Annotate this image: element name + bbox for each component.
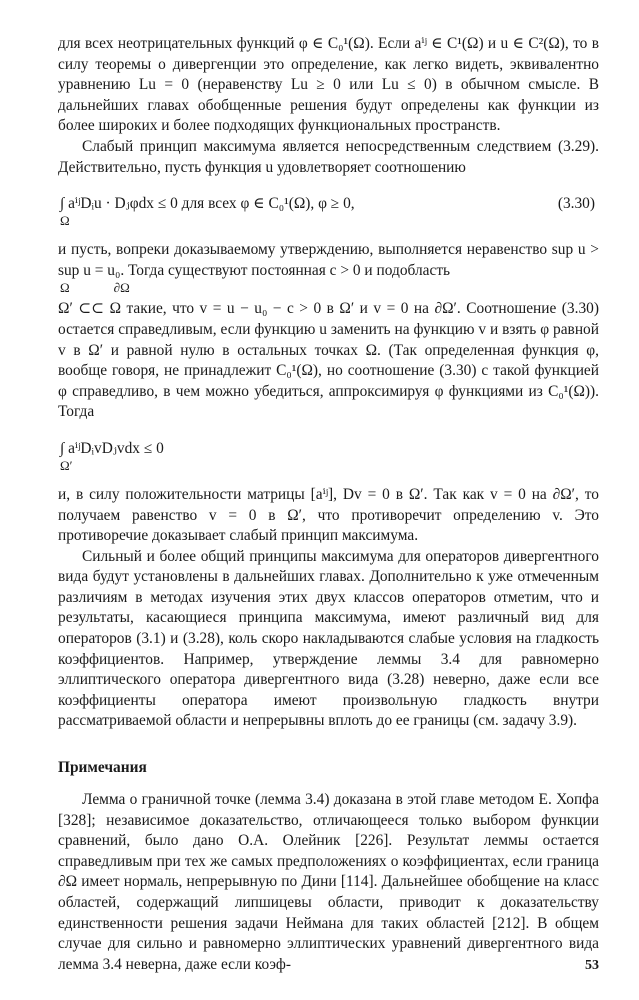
sup-limit-left: Ω [60,280,70,296]
sup-limit-right: ∂Ω [113,280,130,296]
sup-limits [60,281,599,295]
formula-3-30 [60,194,599,228]
paragraph-conclusion: и, в силу положительности матрицы [aⁱʲ], Dv = 0 в Ω′. Так как v = 0 на ∂Ω′, то получаем равенство v = 0 в Ω′, что противоречит определению v. Это противоречие доказывает слабый принцип максимума. [58,485,599,545]
formula-energy [60,439,599,473]
formula-3-30-domain: Ω [60,213,70,229]
section-heading-notes: Примечания [58,759,147,777]
formula-energy-domain: Ω′ [60,457,73,473]
formula-3-30-integral: ∫ aⁱʲDᵢu · Dⱼφdx ≤ 0 для всех φ ∈ C₀¹(Ω), φ ≥ 0, [60,195,355,213]
paragraph-weak-max-intro: Слабый принцип максимума является непосредственным следствием (3.29). Действительно, пусть функция u удовлетворяет соотношению [58,137,599,176]
paragraph-strong-max: Сильный и более общий принципы максимума для операторов дивергентного вида будут установлены в дальнейших главах. Дополнительно к уже отмеченным различиям в методах изучения этих двух классов операторов отметим, что и результаты, касающиеся принципа максимума, имеют различный вид для операторов (3.1) и (3.28), коль скоро накладываются слабые условия на гладкость коэффициентов. Например, утверждение леммы 3.4 для равномерно эллиптического оператора дивергентного вида (3.28) неверно, даже если все коэффициенты оператора имеют произвольную гладкость внутри рассматриваемой области и непрерывны вплоть до ее границы (см. задачу 3.9). [58,547,599,730]
paragraph-notes: Лемма о граничной точке (лемма 3.4) доказана в этой главе методом Е. Хопфа [328]; независимое доказательство, отличающееся только выбором функции сравнений, было дано О.А. Олейник [226]. Результат леммы остается справедливым при тех же самых предположениях о коэффициентах, если граница ∂Ω имеет нормаль, непрерывную по Дини [114]. Дальнейшее обобщение на класс областей, содержащий липшицевы области, приводит к доказательству единственности решения задачи Неймана для таких областей [212]. В общем случае для сильно и равномерно эллиптических уравнений дивергентного вида лемма 3.4 неверна, даже если коэф- [58,791,599,973]
formula-3-30-number: (3.30) [557,195,595,213]
paragraph-definition: для всех неотрицательных функций φ ∈ C₀¹(Ω). Если aⁱʲ ∈ C¹(Ω) и u ∈ C²(Ω), то в силу теоремы о дивергенции это определение, как легко видеть, эквивалентно уравнению Lu = 0 (неравенству Lu ≥ 0 или Lu ≤ 0) в обычном смысле. В дальнейших главах обобщенные решения будут определены как функции из более широких и более подходящих функциональных пространств. [58,35,599,135]
paragraph-contradiction-start: и пусть, вопреки доказываемому утверждению, выполняется неравенство sup u > sup u = u₀. Тогда существуют постоянная c > 0 и подобласть [58,241,599,279]
page-number: 53 [585,958,599,973]
formula-energy-integral: ∫ aⁱʲDᵢvDⱼvdx ≤ 0 [60,439,164,457]
paragraph-contradiction-body: Ω′ ⊂⊂ Ω такие, что v = u − u₀ − c > 0 в Ω′ и v = 0 на ∂Ω′. Соотношение (3.30) остается справедливым, если функцию u заменить на функцию v и взять φ равной v в Ω′ и равной нулю в остальных точках Ω. (Так определенная функция φ, вообще говоря, не принадлежит C₀¹(Ω), но соотношение (3.30) с такой функцией φ справедливо, в чем можно убедиться, аппроксимируя φ функциями из C₀¹(Ω)). Тогда [58,300,599,421]
